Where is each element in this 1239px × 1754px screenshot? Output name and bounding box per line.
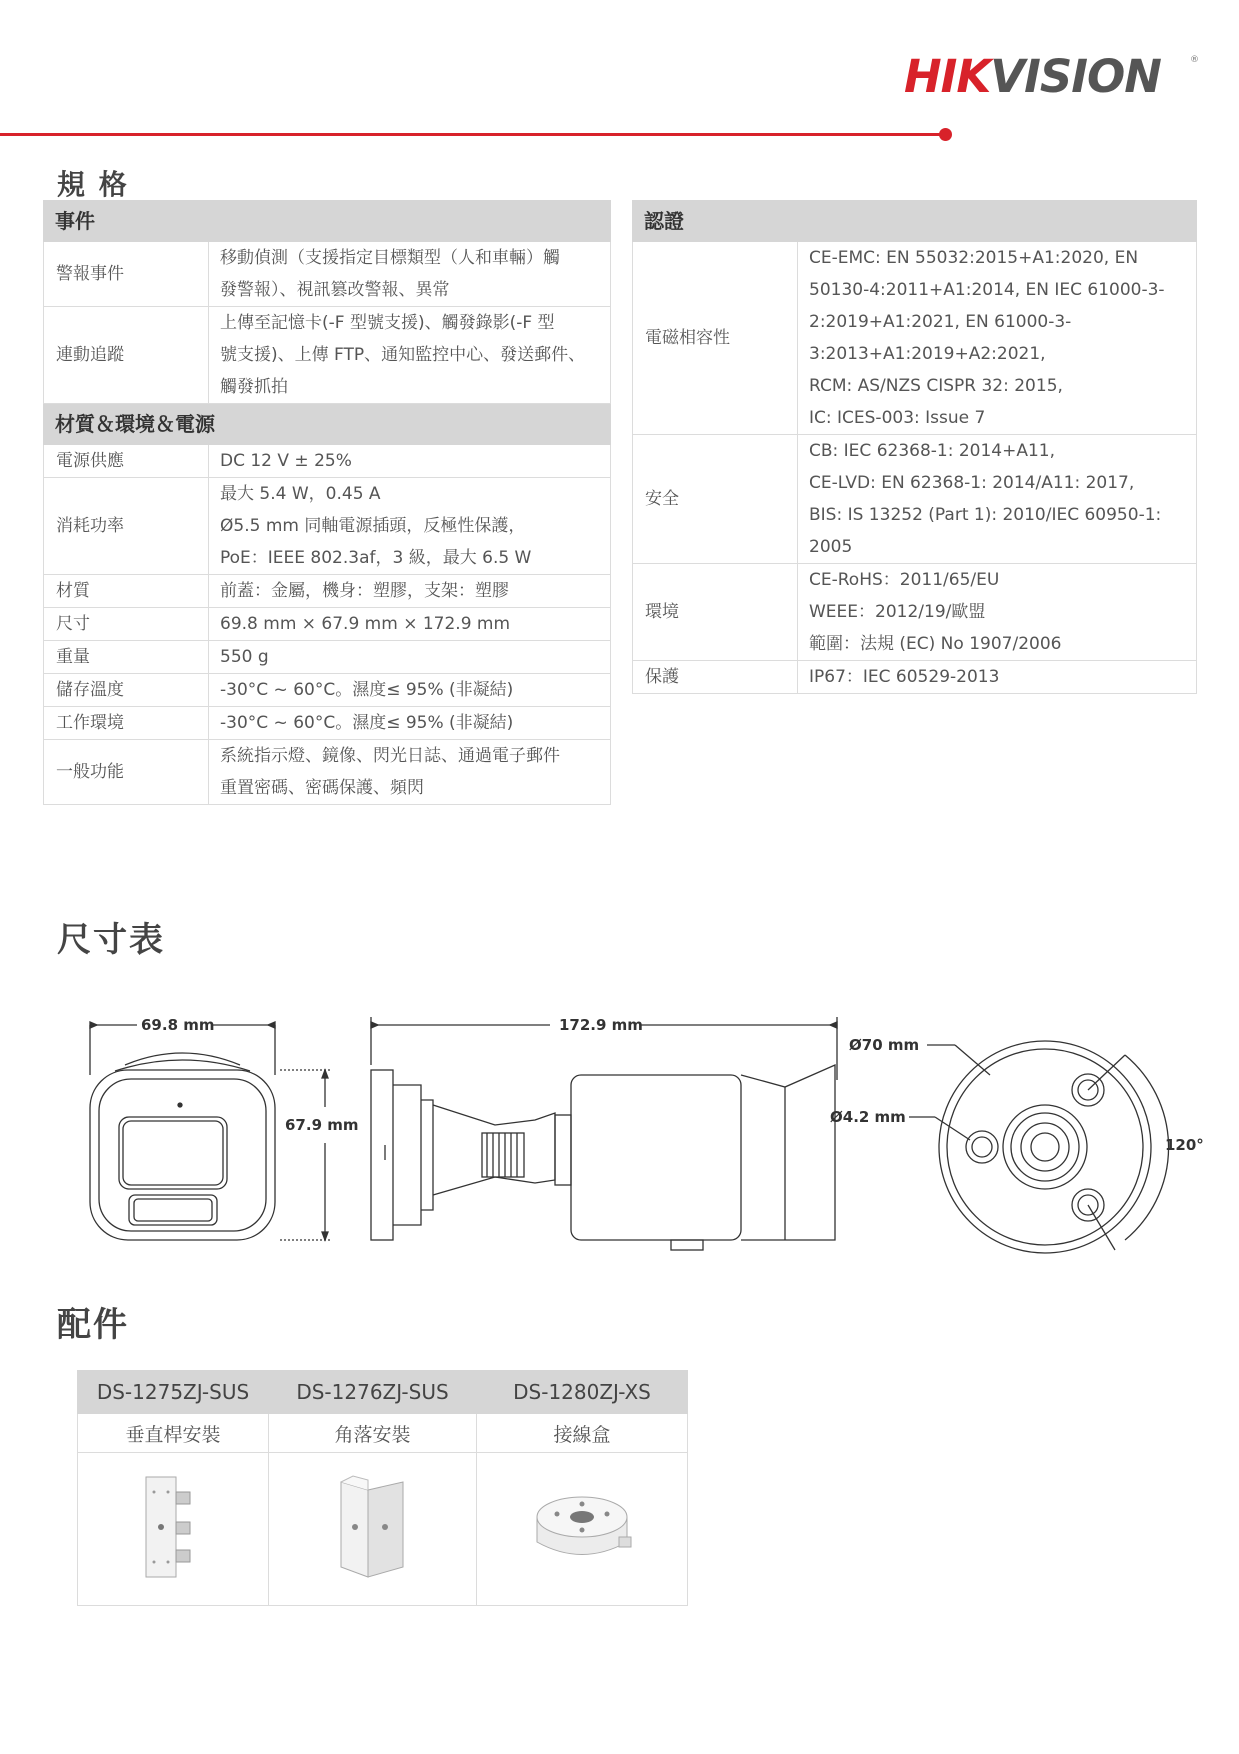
svg-text:HIKVISION: HIKVISION bbox=[904, 50, 1161, 100]
section-title-certification: 認證 bbox=[633, 201, 1197, 242]
row-value: 69.8 mm × 67.9 mm × 172.9 mm bbox=[209, 608, 611, 641]
table-row bbox=[633, 435, 1197, 564]
row-value: DC 12 V ± 25% bbox=[209, 445, 611, 478]
table-row bbox=[44, 641, 611, 674]
row-label: 重量 bbox=[44, 641, 209, 674]
accessory-name: 接線盒 bbox=[477, 1414, 688, 1453]
row-value bbox=[209, 478, 611, 575]
table-row bbox=[633, 564, 1197, 661]
accessory-name: 垂直桿安裝 bbox=[78, 1414, 269, 1453]
row-value bbox=[798, 435, 1197, 564]
table-row bbox=[44, 307, 611, 404]
right-spec-table bbox=[632, 200, 1197, 694]
value-line: Ø5.5 mm 同軸電源插頭，反極性保護， bbox=[220, 516, 526, 536]
value-line: 範圍：法規 (EC) No 1907/2006 bbox=[809, 634, 1062, 654]
value-line: 觸發抓拍 bbox=[220, 377, 288, 397]
value-line: PoE：IEEE 802.3af，3 級，最大 6.5 W bbox=[220, 548, 532, 568]
value-line: 3:2013+A1:2019+A2:2021, bbox=[809, 344, 1046, 364]
dimension-drawing bbox=[85, 1005, 1215, 1280]
row-value bbox=[209, 307, 611, 404]
row-value: -30°C ~ 60°C。濕度≤ 95% (非凝結) bbox=[209, 707, 611, 740]
row-label: 尺寸 bbox=[44, 608, 209, 641]
length-label: 172.9 mm bbox=[559, 1016, 643, 1034]
value-line: CE-RoHS：2011/65/EU bbox=[809, 570, 1000, 590]
left-spec-table bbox=[43, 200, 611, 805]
row-value bbox=[798, 242, 1197, 435]
table-row bbox=[44, 608, 611, 641]
dome-label: Ø70 mm bbox=[849, 1036, 920, 1054]
value-line: 重置密碼、密碼保護、頻閃 bbox=[220, 778, 424, 798]
value-line: 系統指示燈、鏡像、閃光日誌、通過電子郵件 bbox=[220, 746, 560, 766]
spec-title: 規 格 bbox=[57, 168, 129, 201]
row-label: 安全 bbox=[633, 435, 798, 564]
value-line: CE-EMC: EN 55032:2015+A1:2020, EN bbox=[809, 248, 1139, 268]
accessory-image-cell bbox=[78, 1453, 269, 1606]
row-label: 連動追蹤 bbox=[44, 307, 209, 404]
table-row bbox=[44, 575, 611, 608]
row-label: 消耗功率 bbox=[44, 478, 209, 575]
row-value bbox=[209, 242, 611, 307]
accessory-image-cell bbox=[477, 1453, 688, 1606]
table-row bbox=[44, 445, 611, 478]
row-label: 電磁相容性 bbox=[633, 242, 798, 435]
table-row bbox=[633, 242, 1197, 435]
row-label: 儲存溫度 bbox=[44, 674, 209, 707]
value-line: 最大 5.4 W，0.45 A bbox=[220, 484, 381, 504]
width-label: 69.8 mm bbox=[141, 1016, 215, 1034]
header-red-dot bbox=[939, 128, 952, 141]
row-value bbox=[209, 740, 611, 805]
pole-mount-bracket-icon bbox=[138, 1472, 208, 1582]
height-label: 67.9 mm bbox=[285, 1116, 359, 1134]
row-label: 警報事件 bbox=[44, 242, 209, 307]
row-label: 材質 bbox=[44, 575, 209, 608]
junction-box-icon bbox=[527, 1482, 637, 1572]
row-label: 一般功能 bbox=[44, 740, 209, 805]
value-line: 號支援)、上傳 FTP、通知監控中心、發送郵件、 bbox=[220, 345, 586, 365]
value-line: WEEE：2012/19/歐盟 bbox=[809, 602, 986, 622]
value-line: BIS: IS 13252 (Part 1): 2010/IEC 60950-1: bbox=[809, 505, 1162, 525]
row-label: 環境 bbox=[633, 564, 798, 661]
table-row bbox=[44, 242, 611, 307]
value-line: 移動偵測（支援指定目標類型（人和車輛）觸 bbox=[220, 248, 560, 268]
value-line: 2005 bbox=[809, 537, 853, 557]
accessory-image-cell bbox=[269, 1453, 477, 1606]
value-line: 上傳至記憶卡(-F 型號支援)、觸發錄影(-F 型 bbox=[220, 313, 555, 333]
accessory-model: DS-1275ZJ-SUS bbox=[78, 1371, 269, 1414]
section-title-event: 事件 bbox=[44, 201, 611, 242]
accessory-model: DS-1280ZJ-XS bbox=[477, 1371, 688, 1414]
table-row bbox=[44, 707, 611, 740]
value-line: CE-LVD: EN 62368-1: 2014/A11: 2017, bbox=[809, 473, 1135, 493]
row-value: -30°C ~ 60°C。濕度≤ 95% (非凝結) bbox=[209, 674, 611, 707]
table-row bbox=[44, 740, 611, 805]
header-red-line bbox=[0, 133, 940, 136]
svg-text:®: ® bbox=[1190, 55, 1199, 65]
value-line: IC: ICES-003: Issue 7 bbox=[809, 408, 986, 428]
value-line: RCM: AS/NZS CISPR 32: 2015, bbox=[809, 376, 1063, 396]
accessory-model: DS-1276ZJ-SUS bbox=[269, 1371, 477, 1414]
row-label: 保護 bbox=[633, 661, 798, 694]
row-value bbox=[798, 564, 1197, 661]
row-value: 前蓋：金屬，機身：塑膠，支架：塑膠 bbox=[209, 575, 611, 608]
row-value: IP67：IEC 60529-2013 bbox=[798, 661, 1197, 694]
hole-label: Ø4.2 mm bbox=[830, 1108, 906, 1126]
table-row bbox=[633, 661, 1197, 694]
value-line: CB: IEC 62368-1: 2014+A11, bbox=[809, 441, 1056, 461]
value-line: 50130-4:2011+A1:2014, EN IEC 61000-3- bbox=[809, 280, 1165, 300]
dimension-title: 尺寸表 bbox=[57, 920, 165, 960]
accessory-name: 角落安裝 bbox=[269, 1414, 477, 1453]
row-value: 550 g bbox=[209, 641, 611, 674]
corner-mount-bracket-icon bbox=[333, 1472, 413, 1582]
section-title-material: 材質＆環境＆電源 bbox=[44, 404, 611, 445]
side-view-drawing bbox=[371, 1017, 837, 1250]
angle-label: 120° bbox=[1165, 1136, 1204, 1154]
accessories-title: 配件 bbox=[57, 1305, 129, 1345]
table-row bbox=[44, 674, 611, 707]
hikvision-logo bbox=[904, 48, 1204, 100]
row-label: 電源供應 bbox=[44, 445, 209, 478]
row-label: 工作環境 bbox=[44, 707, 209, 740]
accessories-table bbox=[77, 1370, 688, 1606]
value-line: 發警報）、視訊篡改警報、異常 bbox=[220, 280, 450, 300]
table-row bbox=[44, 478, 611, 575]
rear-view-drawing bbox=[909, 1041, 1169, 1253]
value-line: 2:2019+A1:2021, EN 61000-3- bbox=[809, 312, 1072, 332]
